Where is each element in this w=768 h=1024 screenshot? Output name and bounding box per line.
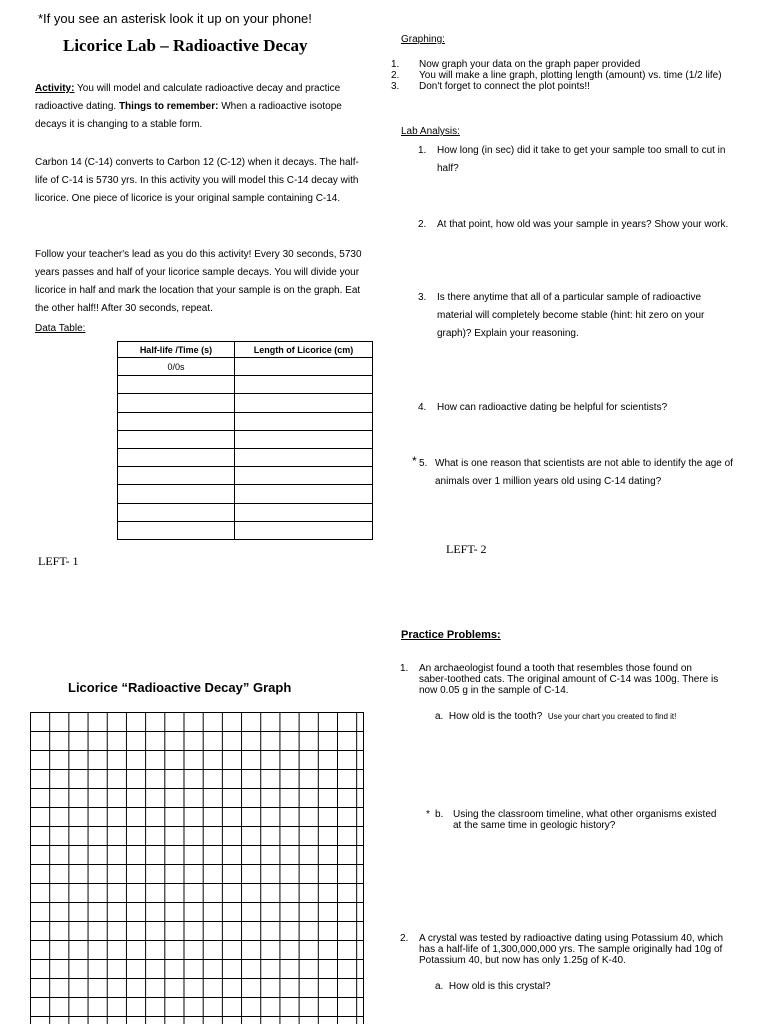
graph-paper-grid[interactable] — [30, 712, 364, 1024]
analysis-question-5: * 5. What is one reason that scientists are not able to identify the age of animals over 1 million years old using C-14 dating? — [412, 455, 742, 495]
table-cell[interactable]: 0/0s — [118, 358, 235, 376]
table-cell[interactable] — [235, 467, 373, 485]
table-cell[interactable] — [118, 485, 235, 503]
asterisk-marker: * — [412, 454, 417, 468]
table-cell[interactable] — [235, 376, 373, 394]
problem-text: An archaeologist found a tooth that resembles those found on saber-toothed cats. The original amount of C-14 was 100g. There is now 0.05 g in the sample of C-14. — [419, 663, 719, 696]
left-2-label: LEFT- 2 — [446, 542, 487, 556]
table-cell[interactable] — [235, 503, 373, 521]
table-header-time: Half-life /Time (s) — [118, 342, 235, 358]
graphing-label: Graphing: — [401, 34, 445, 45]
lab-analysis-label: Lab Analysis: — [401, 126, 460, 137]
graphing-item: 1. Now graph your data on the graph paper provided — [391, 59, 641, 70]
graphing-item-text: Don't forget to connect the plot points!! — [419, 81, 590, 92]
data-table-label: Data Table: — [35, 323, 86, 334]
table-row — [118, 394, 373, 412]
table-cell[interactable] — [118, 521, 235, 539]
graphing-item-text: You will make a line graph, plotting length (amount) vs. time (1/2 life) — [419, 70, 722, 81]
graphing-item-text: Now graph your data on the graph paper provided — [419, 59, 641, 70]
analysis-question-2: 2. At that point, how old was your sample in years? Show your work. — [418, 216, 738, 256]
remember-text: When a radioactive isotope decays it is changing to a stable form. — [35, 101, 342, 130]
table-cell[interactable] — [118, 412, 235, 430]
table-cell[interactable] — [118, 430, 235, 448]
analysis-question-4: 4. How can radioactive dating be helpful for scientists? — [418, 399, 738, 419]
question-text: At that point, how old was your sample in years? Show your work. — [437, 219, 729, 230]
table-cell[interactable] — [235, 448, 373, 466]
remember-label: Things to remember: — [118, 101, 219, 112]
table-row — [118, 467, 373, 485]
problem-hint: Use your chart you created to find it! — [547, 712, 677, 721]
table-cell[interactable] — [235, 394, 373, 412]
table-cell[interactable] — [118, 503, 235, 521]
table-cell[interactable] — [118, 376, 235, 394]
table-row — [118, 503, 373, 521]
asterisk-note: *If you see an asterisk look it up on your phone! — [38, 11, 312, 26]
question-text: How long (in sec) did it take to get your sample too small to cut in half? — [437, 145, 726, 174]
graphing-list — [391, 59, 736, 92]
table-cell[interactable] — [118, 394, 235, 412]
data-table — [117, 341, 373, 540]
problem-text: How old is the tooth? — [448, 711, 543, 722]
analysis-question-3: 3. Is there anytime that all of a particular sample of radioactive material will completely become stable (hint: hit zero on your graph)? Explain your reasoning. — [418, 289, 738, 349]
practice-problem-2: 2. A crystal was tested by radioactive dating using Potassium 40, which has a half-life of 1,300,000,000 yrs. The sample originally had 10g of Potassium 40, but now has only 1.25g of K-40. — [400, 933, 740, 966]
table-cell[interactable] — [118, 448, 235, 466]
problem-text: How old is this crystal? — [448, 981, 551, 992]
graphing-item: 2. You will make a line graph, plotting length (amount) vs. time (1/2 life) — [391, 70, 722, 81]
table-cell[interactable] — [235, 521, 373, 539]
graph-title: Licorice “Radioactive Decay” Graph — [68, 680, 292, 695]
table-cell[interactable] — [118, 467, 235, 485]
question-text: How can radioactive dating be helpful for scientists? — [437, 402, 668, 413]
table-cell[interactable] — [235, 412, 373, 430]
table-row — [118, 485, 373, 503]
practice-problem-1: 1. An archaeologist found a tooth that resembles those found on saber-toothed cats. The original amount of C-14 was 100g. There is now 0.05 g in the sample of C-14. — [400, 663, 719, 696]
practice-problem-2a: a. How old is this crystal? — [435, 981, 551, 992]
table-row — [118, 358, 373, 376]
carbon-paragraph: Carbon 14 (C-14) converts to Carbon 12 (C-12) when it decays. The half-life of C-14 is 5730 yrs. In this activity you will model this C-14 decay with licorice. One piece of licorice is your original sample containing C-14. — [35, 157, 359, 204]
practice-problems-label: Practice Problems: — [401, 629, 501, 641]
practice-problem-1b: * b. Using the classroom timeline, what other organisms existed at the same time in geologic history? — [426, 809, 726, 831]
table-row — [118, 448, 373, 466]
activity-label: Activity: — [35, 83, 75, 94]
question-text: What is one reason that scientists are not able to identify the age of animals over 1 million years old using C-14 dating? — [435, 458, 733, 487]
left-1-label: LEFT- 1 — [38, 554, 79, 568]
problem-text: Using the classroom timeline, what other organisms existed at the same time in geologic history? — [453, 809, 717, 831]
asterisk-marker: * — [426, 809, 430, 820]
instructions-paragraph: Follow your teacher's lead as you do this activity! Every 30 seconds, 5730 years passes and half of your licorice sample decays. You will divide your licorice in half and mark the location that your sample is on the graph. Eat the other half!! After 30 seconds, repeat. — [35, 249, 362, 314]
table-row — [118, 412, 373, 430]
table-row — [118, 430, 373, 448]
table-header-length: Length of Licorice (cm) — [235, 342, 373, 358]
question-text: Is there anytime that all of a particular sample of radioactive material will completely become stable (hint: hit zero on your graph)? Explain your reasoning. — [437, 292, 705, 339]
analysis-question-1: 1. How long (in sec) did it take to get your sample too small to cut in half? — [418, 142, 738, 182]
activity-text: You will model and calculate radioactive decay and practice radioactive dating. — [35, 83, 341, 112]
table-row — [118, 376, 373, 394]
graphing-item: 3. Don't forget to connect the plot points!! — [391, 81, 590, 92]
table-cell[interactable] — [235, 430, 373, 448]
practice-problem-1a: a. How old is the tooth? Use your chart you created to find it! — [435, 711, 677, 722]
activity-paragraph — [35, 80, 370, 134]
problem-text: A crystal was tested by radioactive dating using Potassium 40, which has a half-life of 1,300,000,000 yrs. The sample originally had 10g of Potassium 40, but now has only 1.25g of K-40. — [419, 933, 724, 966]
table-cell[interactable] — [235, 358, 373, 376]
table-cell[interactable] — [235, 485, 373, 503]
table-row — [118, 521, 373, 539]
page-title: Licorice Lab – Radioactive Decay — [63, 36, 308, 55]
